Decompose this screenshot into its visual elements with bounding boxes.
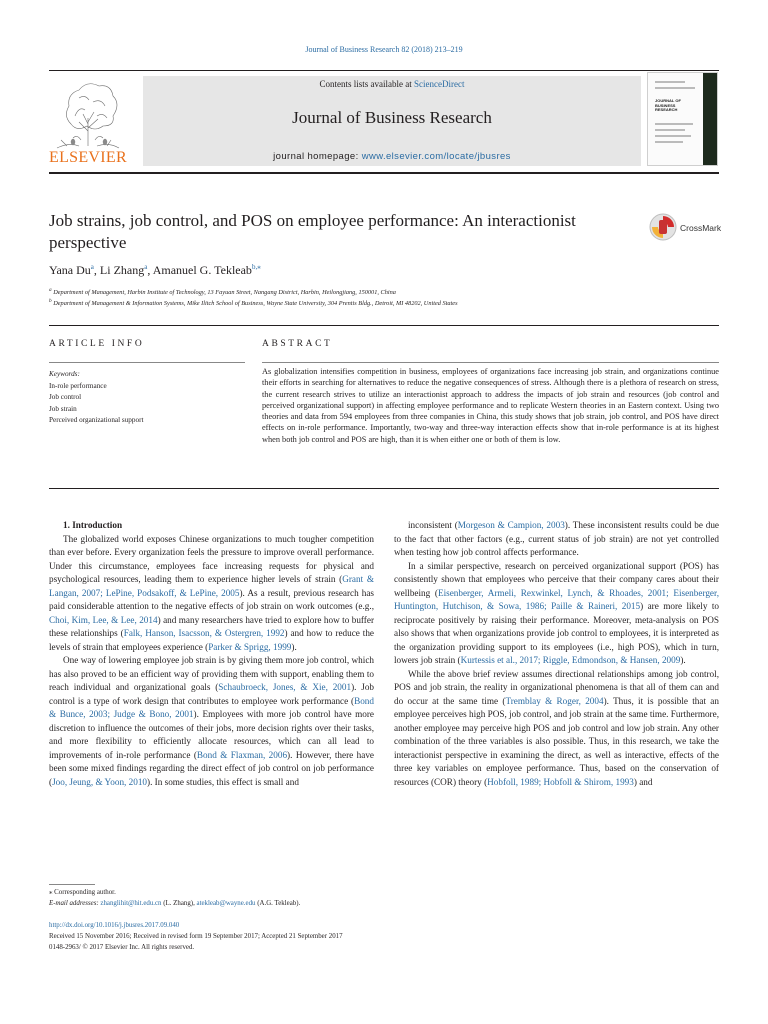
citation-link[interactable]: Joo, Jeung, & Yoon, 2010 <box>52 776 148 787</box>
keywords-block <box>49 369 143 427</box>
keyword: Job strain <box>49 404 77 413</box>
paragraph-text: ). Job control is a type of work design that contributes to employee work performance ( <box>49 682 375 706</box>
paragraph-text: ). Thus, it is possible that an employee perceives high POS, job control, and job strain at the same time. Furthermore, another employee may perceive high POS and job control and low job strain. Any other combination of the three variables is also possible. Thus, in this research, we take the interactionist perspective in examining the direct, as well as interactive, effects of the three key variables on employee performance. Thus, based on the conservation of resources (COR) theory ( <box>394 695 719 787</box>
contents-available-line: Contents lists available at ScienceDirect <box>319 79 465 89</box>
email-addresses: E-mail addresses: zhanglihit@hit.edu.cn (L. Zhang), atekleab@wayne.edu (A.G. Tekleab). <box>49 900 301 907</box>
citation-link[interactable]: Bond & Flaxman, 2006 <box>196 749 288 760</box>
article-info-heading: ARTICLE INFO <box>49 339 145 349</box>
cover-rule <box>655 123 693 125</box>
left-paragraphs <box>49 533 374 790</box>
footnote-rule <box>49 884 95 885</box>
citation-link[interactable]: Bond & Bunce, 2003; Judge & Bono, 2001 <box>49 695 374 719</box>
keyword: Perceived organizational support <box>49 416 144 424</box>
copyright-notice: 0148-2963/ © 2017 Elsevier Inc. All rights reserved. <box>49 944 195 951</box>
body-column-right <box>394 519 719 789</box>
keyword: Job control <box>49 393 82 401</box>
author-name[interactable]: Li Zhang <box>99 263 145 277</box>
citation-link[interactable]: Falk, Hanson, Isacsson, & Ostergren, 1992 <box>123 628 285 638</box>
article-title: Job strains, job control, and POS on employee performance: An interactionist perspective <box>49 211 576 252</box>
paragraph-text: ) are more likely to reciprocate positively by raising their performance. Moreover, meta-analysis on POS also shows that when organizations provide job control to employees, it is interpreted as the organization providing support to its employees (i.e., high POS), which in turn, lowers job strain ( <box>394 601 719 665</box>
author-affil-mark[interactable]: a <box>144 263 148 271</box>
journal-title: Journal of Business Research <box>292 108 492 127</box>
citation-link[interactable]: Choi, Kim, Lee, & Lee, 2014 <box>49 614 158 625</box>
body-paragraph <box>394 519 719 560</box>
paragraph-text: ). These inconsistent results could be due to the fact that other factors (e.g., current status of job strain) are not yet controlled when testing how job control affects performance. <box>394 520 719 557</box>
corresponding-author-note: ⁎ Corresponding author. <box>49 889 116 896</box>
cover-rule <box>655 129 685 131</box>
citation-link[interactable]: Morgeson & Campion, 2003 <box>457 520 565 530</box>
keywords-label: Keywords: <box>49 370 80 378</box>
paragraph-text: ). <box>291 641 297 652</box>
citation-link[interactable]: Schaubroeck, Jones, & Xie, 2001 <box>218 682 352 692</box>
doi-link[interactable]: http://dx.doi.org/10.1016/j.jbusres.2017.09.040 <box>49 922 180 929</box>
cover-title: JOURNAL OF BUSINESS RESEARCH <box>655 98 681 112</box>
crossmark-badge[interactable] <box>648 212 728 242</box>
paragraph-text: ). In some studies, this effect is small and <box>147 776 299 787</box>
keyword: In-role performance <box>49 381 107 390</box>
right-paragraphs <box>394 519 719 789</box>
paragraph-text: ). Employees with more job control have more discretion to influence the outcomes of their jobs, more decision rights over their tasks, and more flexibility to efficiently allocate resources, which can all lead to improvements of in-role performance ( <box>49 709 374 760</box>
paragraph-text: ). As a result, previous research has paid considerable attention to the negative effects of job strain on work outcomes (e.g., <box>49 587 374 611</box>
body-paragraph <box>394 668 719 790</box>
sciencedirect-link[interactable]: ScienceDirect <box>414 79 465 89</box>
article-info-rule <box>49 362 245 363</box>
cover-rule <box>655 141 683 143</box>
abstract-heading: ABSTRACT <box>262 339 333 349</box>
paragraph-text: One way of lowering employee job strain is by giving them more job control, which has also proved to be an efficient way of providing them with support, enabling them to reach individual and organizational goals ( <box>49 655 374 692</box>
paragraph-text: ). <box>680 655 686 665</box>
crossmark-icon <box>648 212 678 242</box>
body-paragraph <box>49 533 374 655</box>
journal-reference[interactable]: Journal of Business Research 82 (2018) 213–219 <box>305 45 463 54</box>
abstract-bottom-rule <box>49 488 719 489</box>
author-name[interactable]: Yana Du <box>49 263 91 277</box>
citation-link[interactable]: Parker & Sprigg, 1999 <box>208 641 292 652</box>
body-paragraph <box>49 654 374 789</box>
affiliation-b: $^b$ Department of Management & Information Systems, Mike Ilitch School of Business, Wayne State University, 304 Prentis Bldg., Detroit, MI 48202, United States <box>49 298 458 308</box>
email-link[interactable]: atekleab@wayne.edu <box>196 900 256 907</box>
crossmark-label: CrossMark <box>680 223 722 233</box>
citation-link[interactable]: Eisenberger, Armeli, Rexwinkel, Lynch, & Rhoades, 2001; Eisenberger, Huntington, Hutchison, & Sowa, 1986; Paille & Raineri, 2015 <box>394 587 719 611</box>
author-affil-mark[interactable]: a <box>90 263 94 271</box>
section-title: 1. Introduction <box>63 520 123 530</box>
citation-link[interactable]: Grant & Langan, 2007; LePine, Podsakoff, & LePine, 2005 <box>49 574 374 598</box>
paragraph-text: ) and many researchers have tried to explore how to buffer these relationships ( <box>49 614 374 638</box>
journal-cover-thumbnail[interactable] <box>647 72 718 166</box>
paragraph-text: ). However, there have been some mixed findings regarding the direct effect of job control on job performance ( <box>49 749 374 787</box>
paragraph-text: While the above brief review assumes directional relationships among job control, POS and job strain, the reality in organizational phenomena is that all of them can and do occur at the same time ( <box>394 668 719 706</box>
abstract-rule <box>262 362 719 363</box>
body-column-left <box>49 519 374 789</box>
paragraph-text: ) and <box>633 776 653 787</box>
cover-rule <box>655 135 691 137</box>
journal-homepage-line: journal homepage: www.elsevier.com/locate/jbusres <box>273 151 511 162</box>
header-top-rule <box>49 70 719 71</box>
citation-link[interactable]: Tremblay & Roger, 2004 <box>505 695 604 706</box>
citation-link[interactable]: Kurtessis et al., 2017; Riggle, Edmondson, & Hansen, 2009 <box>460 655 681 665</box>
affiliation-a: $^a$ Department of Management, Harbin Institute of Technology, 13 Fayuan Street, Nangang District, Harbin, Heilongjiang, 150001, China <box>49 287 396 297</box>
cover-rule <box>655 81 685 83</box>
abstract-text: As globalization intensifies competition in business, employees of organizations face increasing job strain, and organizations continue their efforts in searching for alternatives to reduce the negative consequences of stress. Although there is a plethora of research on stress, the current research strives to utilize an interactionist approach to address the impacts of job strain and resources (job control and perceived organizational support) in affecting employee performance and to replicate Western theories in an Eastern context. Using two theories and data from 594 employees from three companies in China, this study shows that job strain, job control, and POS have direct effects on in-role performance. Importantly, two-way and three-way interaction effects show that in-role performance is at its highest when both job control and POS are high, than it is when either one or both of them is low. <box>262 367 719 444</box>
paragraph-text: In a similar perspective, research on perceived organizational support (POS) has consistently shown that employees who perceive that their company cares about their wellbeing ( <box>394 560 719 598</box>
citation-link[interactable]: Hobfoll, 1989; Hobfoll & Shirom, 1993 <box>487 776 634 787</box>
email-link[interactable]: zhanglihit@hit.edu.cn <box>100 900 162 907</box>
article-info-top-rule <box>49 325 719 326</box>
author-affil-mark[interactable]: b,⁎ <box>251 263 261 271</box>
header-bottom-rule <box>49 172 719 174</box>
body-paragraph <box>394 560 719 668</box>
paragraph-text: The globalized world exposes Chinese organizations to much tougher competition than ever before. Every organization feels the pressure to improve overall performance. Under this circumstance, employees face increasing requests for physical and psychological resources, leading them to experience higher levels of strain ( <box>49 533 374 584</box>
paragraph-text: ) and how to reduce the levels of strain that employees experience ( <box>49 628 375 652</box>
paragraph-text: inconsistent ( <box>408 520 458 530</box>
cover-dark-strip <box>703 73 717 166</box>
cover-rule <box>655 87 695 89</box>
journal-homepage-link[interactable]: www.elsevier.com/locate/jbusres <box>361 151 511 162</box>
received-dates: Received 15 November 2016; Received in revised form 19 September 2017; Accepted 21 September 2017 <box>49 933 343 940</box>
elsevier-wordmark: ELSEVIER <box>49 149 127 166</box>
author-name[interactable]: Amanuel G. Tekleab <box>152 263 252 277</box>
author-list: Yana Du$^a$, Li Zhang$^a$, Amanuel G. Tekleab$^{b,⁎}$ <box>49 263 261 277</box>
